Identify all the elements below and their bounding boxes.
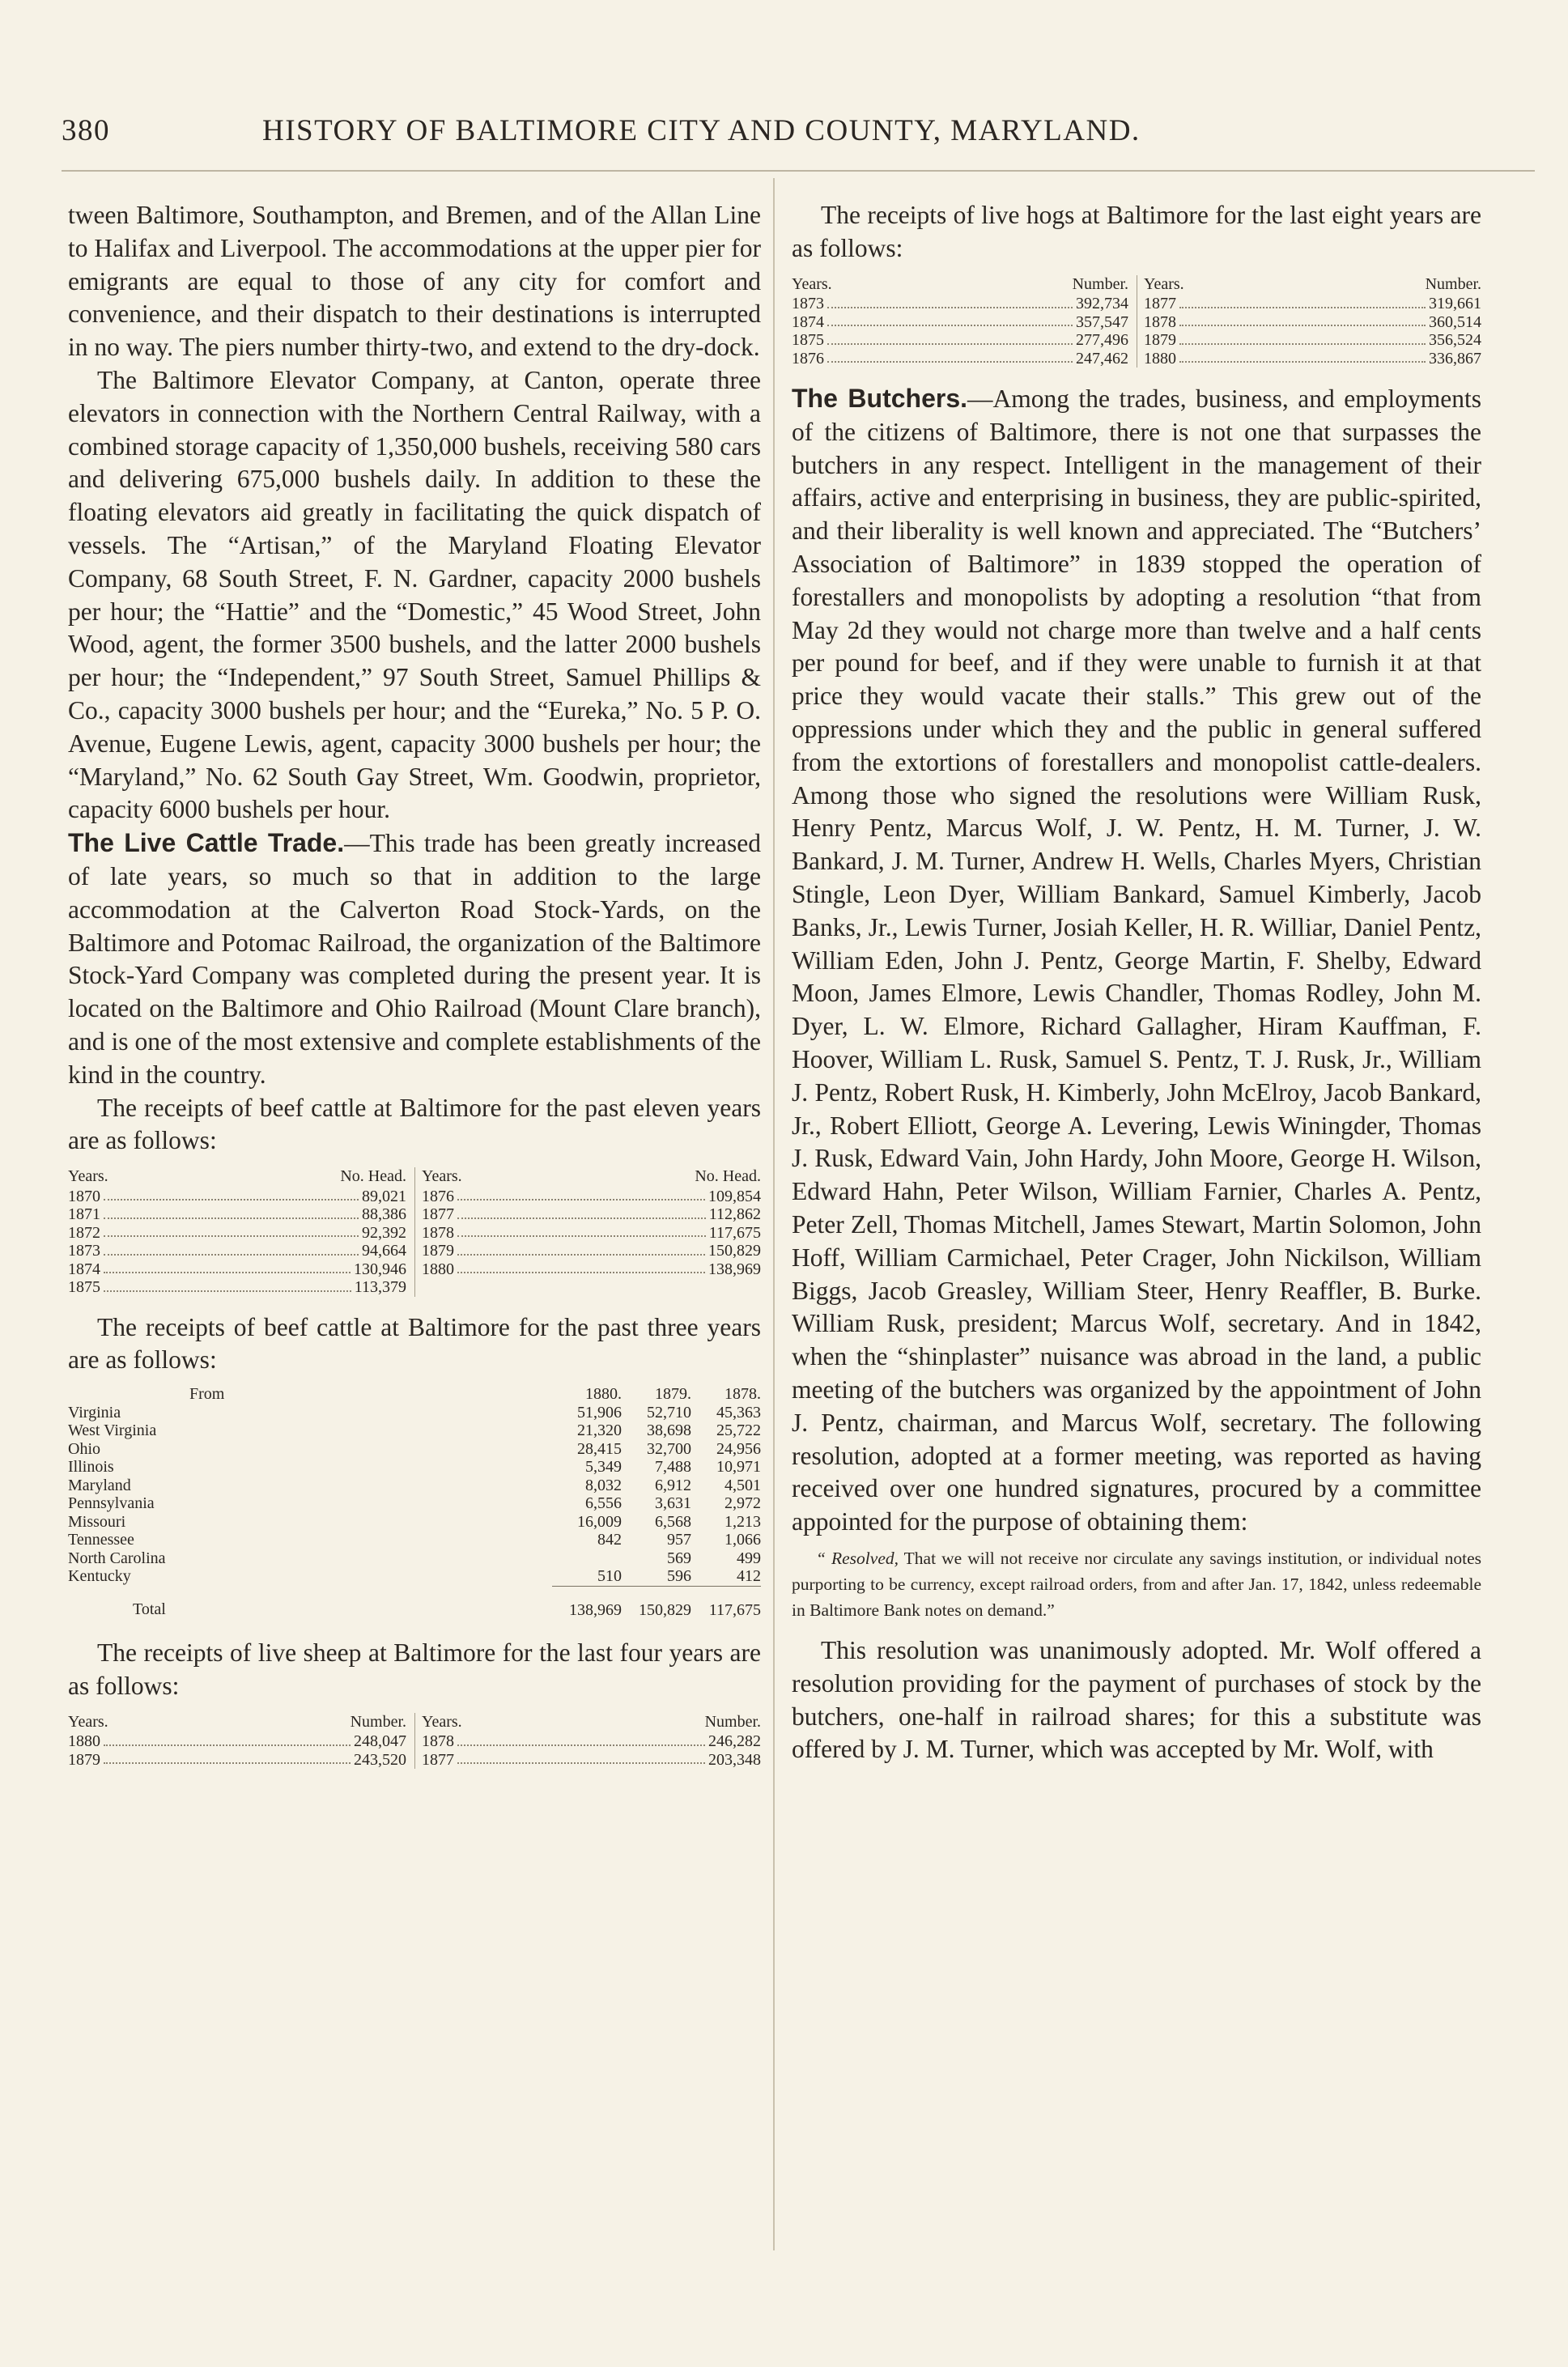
table-half (68, 1713, 414, 1770)
paragraph: The receipts of live hogs at Baltimore for the last eight years are as follows: (792, 201, 1481, 262)
value-cell: 28,415 (577, 1439, 622, 1458)
paragraph: tween Baltimore, Southampton, and Bremen, and of the Allan Line to Halifax and Liverpool. The accommodations at the upper pier for emigrants are equal to those of any city for comfort and convenience, and their dispatch to their destinations is interrupted in no way. The piers number thirty-two, and extend to the dry-dock. (68, 201, 761, 362)
value-cell: 52,710 (647, 1403, 691, 1421)
table-row: 1878 117,675 (422, 1223, 761, 1242)
table-row: 1872 92,392 (68, 1223, 406, 1242)
table-row: 1876 109,854 (422, 1187, 761, 1205)
table-row: 1877 112,862 (422, 1205, 761, 1224)
table-row (68, 1440, 761, 1459)
right-column (792, 199, 1481, 1766)
page-number: 380 (62, 114, 110, 147)
column-header: Years. (422, 1167, 462, 1186)
paragraph: The receipts of live sheep at Baltimore for the last four years are as follows: (68, 1638, 761, 1700)
table-row: 1870 89,021 (68, 1187, 406, 1205)
table-row: 1879 356,524 (1144, 331, 1481, 350)
header-rule (62, 170, 1535, 172)
total-cell: 117,675 (708, 1600, 761, 1619)
table-row: 1879 150,829 (422, 1242, 761, 1260)
total-cell: 138,969 (569, 1600, 622, 1619)
table-row (68, 1494, 761, 1513)
table-half (414, 1167, 761, 1297)
total-label: Total (133, 1600, 166, 1619)
table-row: 1875 113,379 (68, 1278, 406, 1297)
table-row: 1871 88,386 (68, 1205, 406, 1224)
column-header: Years. (1144, 274, 1184, 293)
table-row (68, 1531, 761, 1549)
state-cell: Pennsylvania (68, 1494, 155, 1513)
table-row (68, 1477, 761, 1495)
value-cell: 24,956 (716, 1439, 761, 1458)
table-row: 1873 94,664 (68, 1242, 406, 1260)
value-cell: 1,213 (725, 1512, 761, 1531)
value-cell: 38,698 (647, 1421, 691, 1440)
table-half (68, 1167, 414, 1297)
table-row: 1880 248,047 (68, 1732, 406, 1751)
column-header: 1879. (655, 1385, 691, 1404)
column-header: Years. (792, 274, 832, 293)
value-cell: 6,912 (655, 1476, 691, 1494)
table-row (68, 1458, 761, 1477)
left-column (68, 199, 761, 1783)
value-cell: 596 (622, 1567, 691, 1586)
value-cell: 1,066 (725, 1531, 761, 1549)
value-cell: 5,349 (585, 1458, 622, 1477)
state-cell: Illinois (68, 1458, 114, 1477)
table-row: 1880 336,867 (1144, 349, 1481, 368)
resolved-label: “ Resolved, (816, 1548, 899, 1568)
state-cell: Ohio (68, 1439, 100, 1458)
paragraph: The receipts of beef cattle at Baltimore for the past eleven years are as follows: (68, 1093, 761, 1155)
state-cell: Missouri (68, 1512, 126, 1531)
value-cell: 25,722 (716, 1421, 761, 1440)
table-row: 1876 247,462 (792, 349, 1128, 368)
table-row: 1880 138,969 (422, 1260, 761, 1278)
value-cell: 2,972 (725, 1494, 761, 1513)
value-cell: 842 (597, 1531, 622, 1549)
paragraph: This resolution was unanimously adopted. Mr. Wolf offered a resolution providing for the payment of purchases of stock by the butchers, one-half in railroad shares; for this a substitute was offered by J. M. Turner, which was accepted by Mr. Wolf, with (792, 1635, 1481, 1764)
value-cell: 569 (667, 1549, 691, 1567)
table-row (68, 1404, 761, 1422)
paragraph-text: —Among the trades, business, and employments of the citizens of Baltimore, there is not one that surpasses the butchers in any respect. Intelligent in the management of their affairs, active and enterprising in business, they are public-spirited, and their liberality is well known and appreciated. The “Butchers’ Association of Baltimore” in 1839 stopped the operation of forestallers and monopolists by adopting a resolution “that from May 2d they would not charge more than twelve and a half cents per pound for beef, and if they were unable to furnish it at that price they would vacate their stalls.” This grew out of the oppressions under which they and the public in general suffered from the extortions of forestallers and monopolist cattle-dealers. Among those who signed the resolutions were William Rusk, Henry Pentz, Marcus Wolf, J. W. Pentz, H. M. Turner, J. W. Bankard, J. M. Turner, Andrew H. Wells, Charles Myers, Christian Stingle, Leon Dyer, William Bankard, Samuel Kimberly, Jacob Banks, Jr., Lewis Turner, Josiah Keller, H. R. Williar, Daniel Pentz, William Eden, John J. Pentz, George Martin, F. Shelby, Edward Moon, James Elmore, Lewis Chandler, Thomas Rodley, John M. Dyer, L. W. Elmore, Richard Gallagher, Hiram Kauffman, F. Hoover, William L. Rusk, Samuel S. Pentz, T. J. Rusk, Jr., William J. Pentz, Robert Rusk, H. Kimberly, John McElroy, Jacob Bankard, Jr., Robert Elliott, George A. Levering, Lewis Winingder, Thomas J. Rusk, Edward Vain, John Hardy, John Moore, George H. Wilson, Edward Hahn, Peter Wilson, William Farnier, Charles A. Pentz, Peter Zell, Thomas Mitchell, James Stewart, Martin Solomon, John Hoff, William Carmichael, Peter Crager, John Nickilson, William Biggs, Jacob Greasley, William Steer, Henry Reaffler, B. Burke. William Rusk, president; Marcus Wolf, secretary. And in 1842, when the “shinplaster” nuisance was abroad in the land, a public meeting of the butchers was organized by the appointment of John J. Pentz, chairman, and Marcus Wolf, secretary. The following resolution, adopted at a former meeting, was reported as having received over one hundred signatures, procured by a committee appointed for the purpose of obtaining them: (792, 385, 1481, 1536)
value-cell: 51,906 (577, 1403, 622, 1421)
paragraph-text: —This trade has been greatly increased of late years, so much so that in addition to the large accommodation at the Calverton Road Stock-Yards, on the Baltimore and Potomac Railroad, the organization of the Baltimore Stock-Yard Company was completed during the present year. It is located on the Baltimore and Ohio Railroad (Mount Clare branch), and is one of the most extensive and complete establishments of the kind in the country. (68, 829, 761, 1089)
quote-text: That we will not receive nor circulate any savings institution, or individual notes purporting to be currency, except railroad orders, from and after Jan. 17, 1842, unless redeemable in Baltimore Bank notes on demand.” (792, 1548, 1482, 1620)
value-cell: 21,320 (577, 1421, 622, 1440)
state-cell: Kentucky (68, 1567, 131, 1586)
column-header: Number. (1425, 274, 1481, 293)
running-header (62, 113, 1519, 154)
value-cell: 7,488 (655, 1458, 691, 1477)
value-cell: 16,009 (577, 1512, 622, 1531)
column-header: Years. (422, 1712, 462, 1731)
value-cell: 6,568 (655, 1512, 691, 1531)
table-row: 1878 360,514 (1144, 312, 1481, 331)
column-header: 1880. (585, 1385, 622, 1404)
value-cell: 6,556 (585, 1494, 622, 1513)
column-header: From (189, 1385, 225, 1404)
running-title: HISTORY OF BALTIMORE CITY AND COUNTY, MARYLAND. (262, 114, 1141, 147)
table-row: 1878 246,282 (422, 1732, 761, 1751)
paragraph (792, 382, 1481, 1539)
column-header: Years. (68, 1712, 108, 1731)
table-body (68, 1404, 761, 1620)
table-half (792, 275, 1137, 368)
section-heading-butchers: The Butchers. (792, 384, 968, 414)
table-row (68, 1549, 761, 1568)
cattle-by-state-table (68, 1385, 761, 1619)
value-cell (552, 1549, 622, 1568)
state-cell: West Virginia (68, 1421, 157, 1440)
state-cell: North Carolina (68, 1549, 166, 1567)
column-header: Number. (1072, 274, 1128, 293)
state-cell: Tennessee (68, 1531, 134, 1549)
paragraph: The Baltimore Elevator Company, at Canton, operate three elevators in connection with the Northern Central Railway, with a combined storage capacity of 1,350,000 bushels, receiving 580 cars and delivering 675,000 bushels daily. In addition to these the floating elevators aid greatly in facilitating the quick dispatch of vessels. The “Artisan,” of the Maryland Floating Elevator Company, 68 South Street, F. N. Gardner, capacity 2000 bushels per hour; the “Hattie” and the “Domestic,” 45 Wood Street, John Wood, agent, the former 3500 bushels, and the latter 2000 bushels per hour; the “Independent,” 97 South Street, Samuel Phillips & Co., capacity 3000 bushels per hour; and the “Eureka,” No. 5 P. O. Avenue, Eugene Lewis, agent, capacity 3000 bushels per hour; the “Maryland,” No. 62 South Gay Street, Wm. Goodwin, proprietor, capacity 6000 bushels per hour. (68, 365, 761, 824)
sheep-receipts-table (68, 1713, 761, 1770)
value-cell: 10,971 (716, 1458, 761, 1477)
paragraph: The receipts of beef cattle at Baltimore for the past three years are as follows: (68, 1312, 761, 1375)
paragraph (68, 827, 761, 1091)
hogs-receipts-table (792, 275, 1481, 368)
table-row: 1874 130,946 (68, 1260, 406, 1278)
quoted-resolution (792, 1545, 1481, 1623)
column-header: Years. (68, 1167, 108, 1186)
total-row (68, 1586, 761, 1619)
value-cell: 499 (737, 1549, 761, 1567)
column-header: 1878. (725, 1385, 761, 1404)
column-header: No. Head. (340, 1167, 406, 1186)
state-cell: Virginia (68, 1403, 121, 1421)
table-row: 1873 392,734 (792, 295, 1128, 313)
section-heading-live-cattle: The Live Cattle Trade. (68, 828, 345, 858)
value-cell: 8,032 (585, 1476, 622, 1494)
value-cell: 510 (552, 1567, 622, 1586)
table-row (68, 1567, 761, 1586)
table-row: 1877 319,661 (1144, 295, 1481, 313)
total-cell: 150,829 (639, 1600, 691, 1619)
table-row: 1877 203,348 (422, 1750, 761, 1769)
column-divider (773, 178, 775, 2250)
value-cell: 957 (667, 1531, 691, 1549)
value-cell: 4,501 (725, 1476, 761, 1494)
value-cell: 45,363 (716, 1403, 761, 1421)
table-row (68, 1421, 761, 1440)
table-row (68, 1513, 761, 1532)
table-row: 1874 357,547 (792, 312, 1128, 331)
table-half (1137, 275, 1481, 368)
column-header: Number. (704, 1712, 761, 1731)
state-cell: Maryland (68, 1476, 131, 1494)
table-row: 1879 243,520 (68, 1750, 406, 1769)
value-cell: 412 (691, 1567, 761, 1586)
cattle-receipts-table (68, 1167, 761, 1297)
column-header: No. Head. (695, 1167, 761, 1186)
value-cell: 32,700 (647, 1439, 691, 1458)
value-cell: 3,631 (655, 1494, 691, 1513)
table-half (414, 1713, 761, 1770)
column-header: Number. (350, 1712, 406, 1731)
table-row: 1875 277,496 (792, 331, 1128, 350)
table-header-row (68, 1385, 761, 1404)
